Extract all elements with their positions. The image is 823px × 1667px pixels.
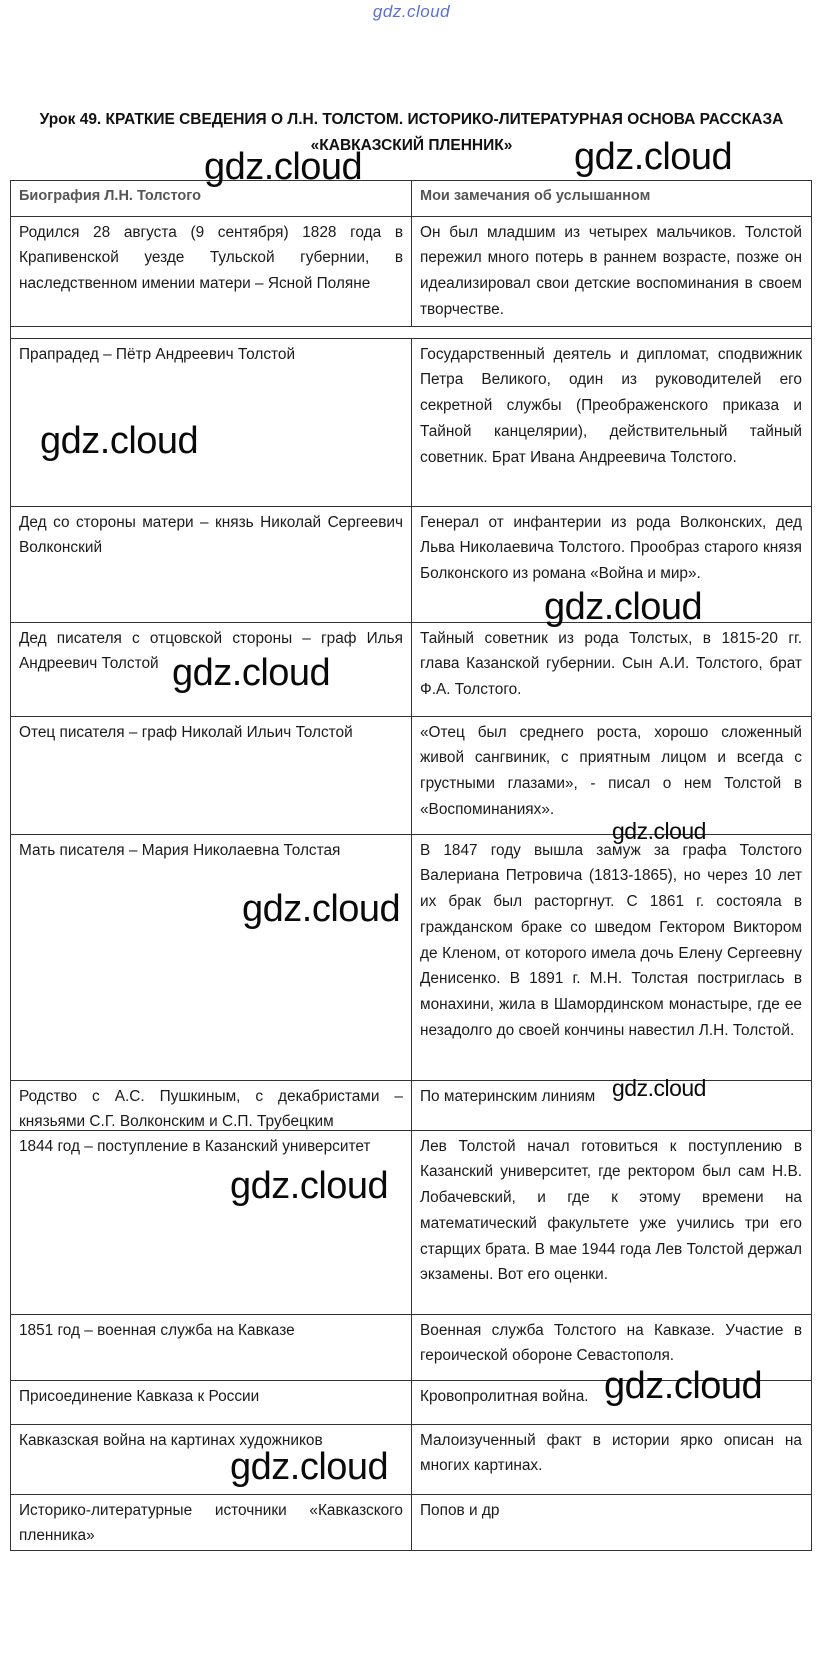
table-row — [10, 1131, 812, 1315]
table-cell-biography: 1851 год – военная служба на Кавказе — [11, 1315, 412, 1380]
table-cell-notes: Малоизученный факт в истории ярко описан на многих картинах. — [420, 1431, 802, 1475]
table-cell-notes: Тайный советник из рода Толстых, в 1815-20 гг. глава Казанской губернии. Сын А.И. Толстого, брат Ф.А. Толстого. — [420, 629, 802, 699]
table-cell-biography: Историко-литературные источники «Кавказского пленника» — [11, 1495, 412, 1550]
biography-table — [10, 180, 812, 1551]
watermark: gdz.cloud — [574, 136, 733, 178]
table-cell-notes: По материнским линиям — [420, 1087, 596, 1105]
table-cell-notes: Генерал от инфантерии из рода Волконских, дед Льва Николаевича Толстого. Прообраз старого князя Болконского из романа «Война и мир». — [420, 513, 802, 583]
table-cell-biography: Кавказская война на картинах художников — [11, 1425, 412, 1494]
table-cell-biography: Присоединение Кавказа к России — [11, 1381, 412, 1424]
table-cell-notes: Государственный деятель и дипломат, сподвижник Петра Великого, один из руководителей его секретной службы (Преображенского приказа и Тайной канцелярии), действительный тайный советник. Брат Ивана Андреевича Толстого. — [420, 345, 802, 466]
table-cell-notes: В 1847 году вышла замуж за графа Толстого Валериана Петровича (1813-1865), но через 10 лет их брак был расторгнут. С 1861 г. состояла в гражданском браке со шведом Гектором Виктором де Кленом, от которого имела дочь Елену Сергеевну Денисенко. В 1891 г. М.Н. Толстая постриглась в монахини, жила в Шамординском монастыре, где ее незадолго до своей кончины навестил Л.Н. Толстой. — [420, 841, 802, 1039]
table-header-row — [10, 180, 812, 217]
page-title: Урок 49. КРАТКИЕ СВЕДЕНИЯ О Л.Н. ТОЛСТОМ. ИСТОРИКО-ЛИТЕРАТУРНАЯ ОСНОВА РАССКАЗА «КАВКАЗСКИЙ ПЛЕННИК» — [39, 111, 784, 154]
table-row — [10, 217, 812, 327]
watermark: gdz.cloud — [204, 146, 363, 188]
table-row — [10, 1495, 812, 1551]
table-cell-notes: Военная служба Толстого на Кавказе. Участие в героической обороне Севастополя. — [420, 1321, 802, 1365]
table-cell-notes: Лев Толстой начал готовиться к поступлению в Казанский университет, где ректором был сам Н.В. Лобачевский, и где к этому времени на математический факультете уже учились три его старщих брата. В мае 1944 года Лев Толстой держал экзамены. Вот его оценки. — [420, 1137, 802, 1284]
watermark: gdz.cloud — [230, 1165, 389, 1207]
table-cell-notes: Он был младшим из четырех мальчиков. Толстой пережил много потерь в раннем возрасте, позже он идеализировал свои детские воспоминания в своем творчестве. — [420, 223, 802, 318]
watermark: gdz.cloud — [242, 888, 401, 930]
table-cell-notes: Попов и др — [420, 1501, 500, 1519]
table-row — [10, 1425, 812, 1495]
table-cell-biography: 1844 год – поступление в Казанский университет — [11, 1131, 412, 1314]
watermark: gdz.cloud — [604, 1365, 763, 1407]
watermark: gdz.cloud — [230, 1446, 389, 1488]
table-row — [10, 717, 812, 835]
watermark: gdz.cloud — [612, 1075, 706, 1101]
table-cell-biography: Отец писателя – граф Николай Ильич Толстой — [11, 717, 412, 834]
table-cell-biography: Прапрадед – Пётр Андреевич Толстой — [11, 339, 412, 506]
table-cell-biography: Мать писателя – Мария Николаевна Толстая — [11, 835, 412, 1080]
table-row — [10, 835, 812, 1081]
table-cell-notes: «Отец был среднего роста, хорошо сложенный живой сангвиник, с приятным лицом и всегда с грустными глазами», - писал о нем Толстой в «Воспоминаниях». — [420, 723, 802, 818]
column-header-biography: Биография Л.Н. Толстого — [11, 181, 412, 216]
watermark: gdz.cloud — [172, 652, 331, 694]
table-cell-notes: Кровопролитная война. — [420, 1387, 589, 1405]
table-row — [10, 623, 812, 717]
watermark: gdz.cloud — [40, 420, 199, 462]
table-cell-biography: Дед писателя с отцовской стороны – граф Илья Андреевич Толстой — [11, 623, 412, 716]
site-logo: gdz.cloud — [372, 2, 451, 21]
watermark: gdz.cloud — [612, 818, 706, 844]
table-cell-biography: Родился 28 августа (9 сентября) 1828 года в Крапивенской уезде Тульской губернии, в наследственном имении матери – Ясной Поляне — [11, 217, 412, 326]
row-gap — [10, 327, 812, 339]
table-cell-biography: Родство с А.С. Пушкиным, с декабристами – князьями С.Г. Волконским и С.П. Трубецким — [11, 1081, 412, 1130]
table-cell-biography: Дед со стороны матери – князь Николай Сергеевич Волконский — [11, 507, 412, 622]
watermark: gdz.cloud — [544, 586, 703, 628]
column-header-notes: Мои замечания об услышанном — [420, 188, 651, 204]
